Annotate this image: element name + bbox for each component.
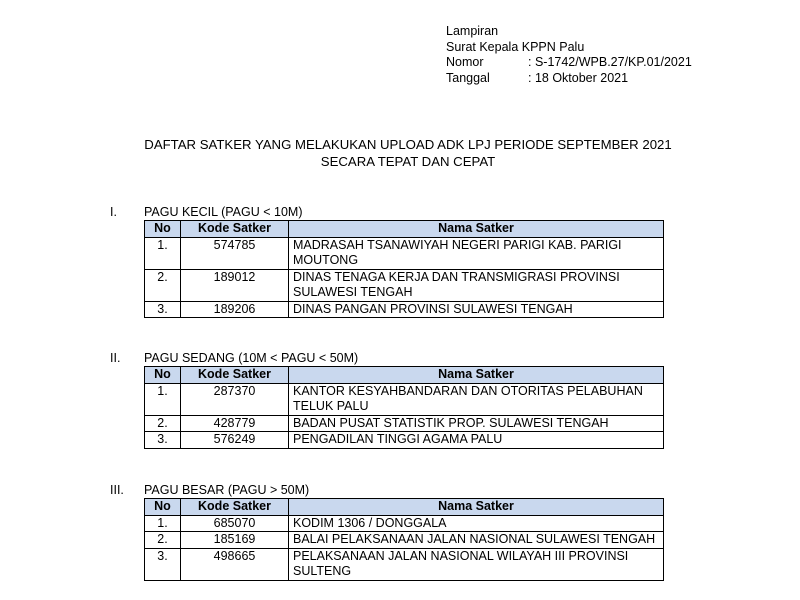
row-kode: 189206 bbox=[181, 301, 289, 318]
section-2-numeral: II. bbox=[110, 351, 121, 365]
table-row bbox=[145, 432, 664, 449]
section-3-numeral: III. bbox=[110, 483, 124, 497]
title-line-2: SECARA TEPAT DAN CEPAT bbox=[320, 154, 496, 169]
section-1-numeral: I. bbox=[110, 205, 117, 219]
row-kode: 185169 bbox=[181, 532, 289, 549]
row-nama: DINAS PANGAN PROVINSI SULAWESI TENGAH bbox=[289, 301, 664, 318]
table-row bbox=[145, 532, 664, 549]
row-no: 3. bbox=[145, 301, 181, 318]
section-1-table bbox=[144, 220, 664, 318]
section-2-table bbox=[144, 366, 664, 449]
row-no: 3. bbox=[145, 548, 181, 580]
column-no: No bbox=[145, 499, 181, 516]
row-nama: KANTOR KESYAHBANDARAN DAN OTORITAS PELABUHAN TELUK PALU bbox=[289, 383, 664, 415]
row-nama: PENGADILAN TINGGI AGAMA PALU bbox=[289, 432, 664, 449]
attachment-label: Lampiran bbox=[446, 24, 499, 38]
row-no: 1. bbox=[145, 515, 181, 532]
column-nama: Nama Satker bbox=[289, 221, 664, 238]
attachment-letter: Surat Kepala KPPN Palu bbox=[446, 39, 585, 54]
table-row bbox=[145, 515, 664, 532]
table-header bbox=[145, 367, 664, 384]
row-nama: DINAS TENAGA KERJA DAN TRANSMIGRASI PROVINSI SULAWESI TENGAH bbox=[289, 269, 664, 301]
number-label: Nomor bbox=[446, 55, 484, 69]
row-nama: BADAN PUSAT STATISTIK PROP. SULAWESI TENGAH bbox=[289, 415, 664, 432]
section-3-table bbox=[144, 498, 664, 581]
row-no: 2. bbox=[145, 415, 181, 432]
column-kode: Kode Satker bbox=[181, 367, 289, 384]
column-no: No bbox=[145, 221, 181, 238]
column-nama: Nama Satker bbox=[289, 367, 664, 384]
section-2-title: PAGU SEDANG (10M < PAGU < 50M) bbox=[144, 351, 359, 365]
row-nama: PELAKSANAAN JALAN NASIONAL WILAYAH III PROVINSI SULTENG bbox=[289, 548, 664, 580]
section-3-title: PAGU BESAR (PAGU > 50M) bbox=[144, 483, 310, 497]
row-nama: BALAI PELAKSANAAN JALAN NASIONAL SULAWESI TENGAH bbox=[289, 532, 664, 549]
row-kode: 428779 bbox=[181, 415, 289, 432]
row-no: 2. bbox=[145, 269, 181, 301]
attachment-date-row bbox=[446, 71, 692, 87]
row-nama: MADRASAH TSANAWIYAH NEGERI PARIGI KAB. PARIGI MOUTONG bbox=[289, 237, 664, 269]
attachment-block bbox=[446, 24, 692, 86]
table-row bbox=[145, 301, 664, 318]
title-line-1: DAFTAR SATKER YANG MELAKUKAN UPLOAD ADK LPJ PERIODE SEPTEMBER 2021 bbox=[144, 137, 672, 152]
row-kode: 498665 bbox=[181, 548, 289, 580]
attachment-number-row bbox=[446, 55, 692, 71]
row-nama: KODIM 1306 / DONGGALA bbox=[289, 515, 664, 532]
row-no: 1. bbox=[145, 237, 181, 269]
table-row bbox=[145, 269, 664, 301]
document-title bbox=[0, 136, 800, 170]
table-row bbox=[145, 548, 664, 580]
number-value: : S-1742/WPB.27/KP.01/2021 bbox=[528, 55, 692, 69]
table-row bbox=[145, 237, 664, 269]
table-header bbox=[145, 499, 664, 516]
table-header bbox=[145, 221, 664, 238]
row-kode: 574785 bbox=[181, 237, 289, 269]
column-kode: Kode Satker bbox=[181, 499, 289, 516]
row-kode: 287370 bbox=[181, 383, 289, 415]
column-no: No bbox=[145, 367, 181, 384]
row-kode: 685070 bbox=[181, 515, 289, 532]
column-kode: Kode Satker bbox=[181, 221, 289, 238]
table-row bbox=[145, 415, 664, 432]
date-label: Tanggal bbox=[446, 70, 490, 85]
table-row bbox=[145, 383, 664, 415]
row-kode: 189012 bbox=[181, 269, 289, 301]
date-value: : 18 Oktober 2021 bbox=[528, 70, 629, 85]
row-no: 1. bbox=[145, 383, 181, 415]
column-nama: Nama Satker bbox=[289, 499, 664, 516]
row-no: 2. bbox=[145, 532, 181, 549]
section-1-title: PAGU KECIL (PAGU < 10M) bbox=[144, 205, 303, 219]
row-kode: 576249 bbox=[181, 432, 289, 449]
row-no: 3. bbox=[145, 432, 181, 449]
